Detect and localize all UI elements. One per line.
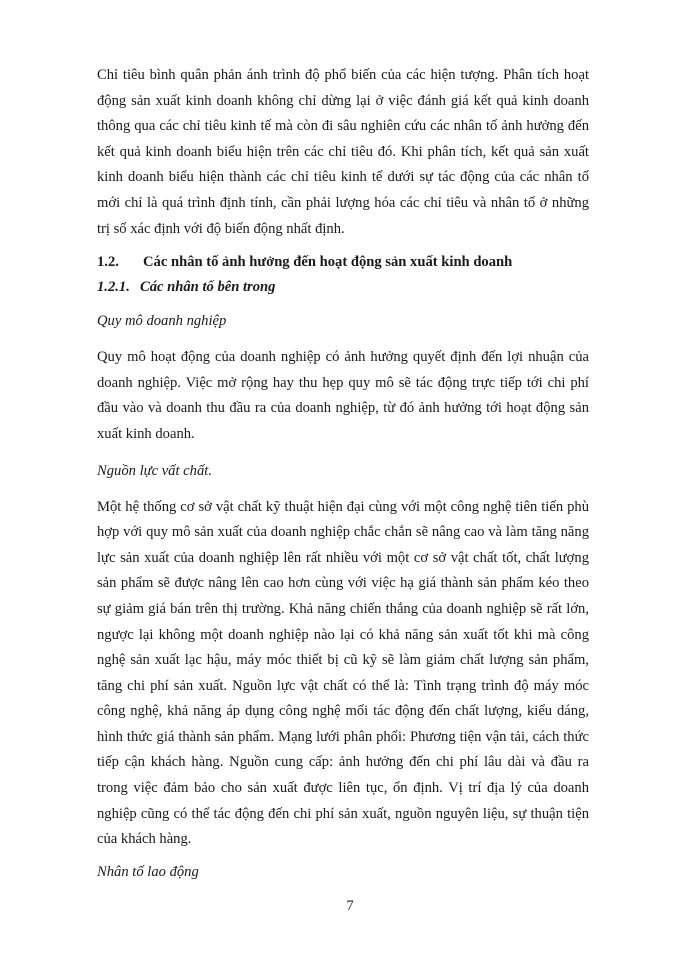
factor-body-scale: Quy mô hoạt động của doanh nghiệp có ảnh hưởng quyết định đến lợi nhuận của doanh nghiệp. Việc mở rộng hay thu hẹp quy mô sẽ tác động trực tiếp tới chi phí đầu vào và doanh thu đầu ra của doanh nghiệp, từ đó ảnh hưởng tới hoạt động sản xuất kinh doanh. — [97, 349, 589, 442]
section-title: Các nhân tố ảnh hưởng đến hoạt động sản xuất kinh doanh — [143, 254, 513, 271]
spacer — [97, 448, 589, 459]
section-heading — [97, 250, 589, 275]
factor-title-material: Nguồn lực vất chất. — [97, 462, 212, 479]
page-content — [97, 63, 589, 885]
subsection-heading — [97, 275, 589, 300]
subsection-number: 1.2.1. — [97, 279, 130, 296]
spacer — [97, 484, 589, 495]
intro-paragraph: Chỉ tiêu bình quân phản ánh trình độ phổ biến của các hiện tượng. Phân tích hoạt động sản xuất kinh doanh không chỉ dừng lại ở việc đánh giá kết quả kinh doanh thông qua các chỉ tiêu kinh tế mà còn đi sâu nghiên cứu các nhân tố ảnh hưởng đến kết quả kinh doanh biểu hiện trên các chỉ tiêu đó. Khi phân tích, kết quả sản xuất kinh doanh biểu hiện thành các chỉ tiêu kinh tế dưới sự tác động của các nhân tố mới chỉ là quá trình định tính, cần phải lượng hóa các chỉ tiêu và nhân tố ở những trị số xác định với độ biến động nhất định. — [97, 67, 589, 237]
factor-title-scale: Quy mô doanh nghiệp — [97, 313, 227, 330]
page-number: 7 — [346, 898, 354, 914]
spacer — [97, 300, 589, 309]
factor-title-labor: Nhân tố lao động — [97, 863, 199, 880]
subsection-title: Các nhân tố bên trong — [140, 279, 276, 296]
spacer — [97, 853, 589, 860]
spacer — [97, 334, 589, 345]
spacer — [97, 242, 589, 250]
factor-body-material: Một hệ thống cơ sở vật chất kỹ thuật hiện đại cùng với một công nghệ tiên tiến phù hợp với quy mô sản xuất của doanh nghiệp chắc chắn sẽ nâng cao và làm tăng năng lực sản xuất của doanh nghiệp lên rất nhiều với một cơ sở vật chất tốt, chất lượng sản phẩm sẽ được nâng lên cao hơn cùng với việc hạ giá thành sản phẩm kéo theo sự giảm giá bán trên thị trường. Khả năng chiến thắng của doanh nghiệp sẽ rất lớn, ngược lại không một doanh nghiệp nào lại có khả năng sản xuất tốt khi mà công nghệ sản xuất lạc hậu, máy móc thiết bị cũ kỹ sẽ làm giảm chất lượng sản phẩm, tăng chi phí sản xuất. Nguồn lực vật chất có thể là: Tình trạng trình độ máy móc công nghệ, khả năng áp dụng công nghệ mối tác động đến chất lượng, kiểu dáng, hình thức giá thành sản phẩm. Mạng lưới phân phối: Phương tiện vận tải, cách thức tiếp cận khách hàng. Nguồn cung cấp: ảnh hưởng đến chi phí lâu dài và đầu ra trong việc đảm bảo cho sản xuất được liên tục, ổn định. Vị trí địa lý của doanh nghiệp cũng có thể tác động đến chi phí sản xuất, nguồn nguyên liệu, sự thuận tiện của khách hàng. — [97, 498, 589, 848]
section-number: 1.2. — [97, 254, 119, 271]
